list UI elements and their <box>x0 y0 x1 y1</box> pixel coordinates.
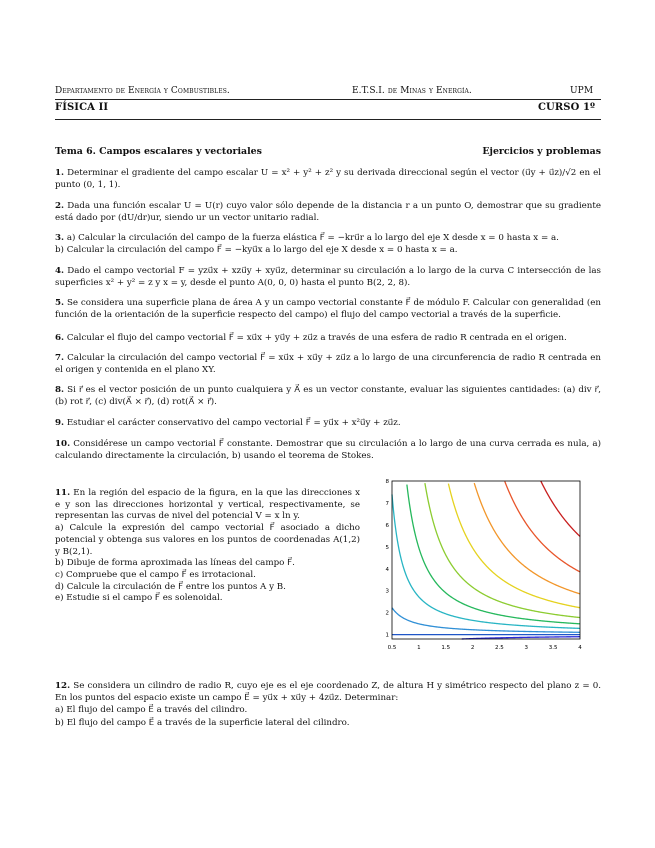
exercise-part-a: a) Calcule la expresión del campo vectorial F⃗ asociado a dicho potencial y obtenga sus valores en los puntos de coordenadas A(1,2) y B(2,1). <box>55 523 360 557</box>
exercise-text: Si r⃗ es el vector posición de un punto cualquiera y A⃗ es un vector constante, evaluar las siguientes cantidades: (a) div r⃗, (b) rot r⃗, (c) div(A⃗ × r⃗), (d) rot(A⃗ × r⃗). <box>55 385 601 408</box>
exercise-number: 1. <box>55 168 65 178</box>
contour-level-5 <box>425 483 580 617</box>
y-tick-label: 4 <box>385 566 389 573</box>
exercise-part-b: b) El flujo del campo E⃗ a través de la superficie lateral del cilindro. <box>55 717 350 728</box>
course-year: CURSO 1º <box>538 102 596 113</box>
exercise-text: Determinar el gradiente del campo escalar U = x² + y² + z² y su derivada direccional según el vector (u⃗y + u⃗z)/√2 en el punto (0, 1, 1). <box>55 168 601 191</box>
y-tick-label: 3 <box>385 588 389 595</box>
exercise-text: Calcular la circulación del campo vectorial F⃗ = xu⃗x + xu⃗y + zu⃗z a lo largo de una circunferencia de radio R centrada en el origen y contenida en el plano XY. <box>55 353 601 376</box>
department-name: Departamento de Energía y Combustibles. <box>55 86 230 96</box>
contour-lines <box>392 481 580 639</box>
y-tick-label: 6 <box>385 522 389 529</box>
exercise-number: 12. <box>55 681 71 691</box>
university-name: UPM <box>570 86 594 96</box>
section-heading <box>55 146 601 157</box>
exercise-intro: En la región del espacio de la figura, en la que las direcciones x e y son las direcciones horizontal y vertical, respectivamente, se representan las curvas de nivel del potencial V = x ln y. <box>55 488 361 522</box>
exercise-3 <box>55 232 601 256</box>
exercise-part-b: b) Dibuje de forma aproximada las líneas del campo F⃗. <box>55 558 295 569</box>
exercise-9 <box>55 417 601 429</box>
y-tick-label: 5 <box>385 544 389 551</box>
exercise-text: Estudiar el carácter conservativo del campo vectorial F⃗ = yu⃗x + x²u⃗y + zu⃗z. <box>66 418 401 428</box>
exercise-number: 5. <box>55 298 65 308</box>
exercise-1 <box>55 167 601 191</box>
contour-plot <box>378 479 584 654</box>
exercise-part-c: c) Compruebe que el campo F⃗ es irrotacional. <box>55 569 256 580</box>
x-tick-label: 2.5 <box>495 645 504 651</box>
exercise-text: Calcular el flujo del campo vectorial F⃗ = xu⃗x + yu⃗y + zu⃗z a través de una esfera de radio R centrada en el origen. <box>66 333 567 343</box>
exercise-number: 2. <box>55 201 65 211</box>
exercise-text: Dado el campo vectorial F = yzu⃗x + xzu⃗y + xyu⃗z, determinar su circulación a lo largo de la curva C intersección de las superficies x² + y² = z y x = y, desde el punto A(0, 0, 0) hasta el punto B(2, 2, 8). <box>55 266 602 289</box>
contour-level-7 <box>474 483 580 594</box>
tema-kind: Ejercicios y problemas <box>482 146 601 157</box>
exercise-text: Considérese un campo vectorial F⃗ constante. Demostrar que su circulación a lo largo de una curva cerrada es nula, a) calculando directamente la circulación, b) usando el teorema de Stokes. <box>55 439 601 462</box>
exercise-number: 8. <box>55 385 65 395</box>
y-tick-label: 7 <box>385 500 389 507</box>
exercise-part-d: d) Calcule la circulación de F⃗ entre los puntos A y B. <box>55 581 286 592</box>
y-ticks <box>386 479 390 639</box>
exercise-number: 3. <box>55 233 65 243</box>
exercise-10 <box>55 438 601 462</box>
exercise-4 <box>55 265 601 289</box>
exercise-number: 9. <box>55 418 65 428</box>
exercise-text: Dada una función escalar U = U(r) cuyo valor sólo depende de la distancia r a un punto O, demostrar que su gradiente está dado por (dU/dr)ur, siendo ur un vector unitario radial. <box>55 201 602 224</box>
exercise-5 <box>55 297 601 321</box>
exercise-part-a: a) El flujo del campo E⃗ a través del cilindro. <box>55 705 248 716</box>
x-tick-label: 0.5 <box>387 645 397 651</box>
x-ticks <box>388 645 583 651</box>
exercise-number: 7. <box>55 353 65 363</box>
contour-level-9 <box>541 481 580 536</box>
exercise-intro: Se considera un cilindro de radio R, cuyo eje es el eje coordenado Z, de altura H y simétrico respecto del plano z = 0. En los puntos del espacio existe un campo E⃗ = yu⃗x + xu⃗y + 4zu⃗z. Determinar: <box>55 681 602 704</box>
exercise-number: 4. <box>55 266 65 276</box>
exercise-number: 10. <box>55 439 71 449</box>
header-rule-bottom <box>55 119 601 120</box>
x-tick-label: 4 <box>578 645 582 651</box>
x-tick-label: 1 <box>417 645 421 651</box>
y-tick-label: 1 <box>385 632 389 639</box>
exercise-text: Se considera una superficie plana de área A y un campo vectorial constante F⃗ de módulo F. Calcular con generalidad (en función de la orientación de la superficie respecto del campo) el flujo del campo vectorial a través de la superficie. <box>55 298 601 321</box>
exercise-number: 6. <box>55 333 65 343</box>
school-name: E.T.S.I. de Minas y Energía. <box>352 86 472 96</box>
y-tick-label: 2 <box>385 610 389 617</box>
exercise-6 <box>55 332 601 344</box>
exercise-7 <box>55 352 601 376</box>
y-tick-label: 8 <box>385 479 389 485</box>
x-tick-label: 3.5 <box>548 645 558 651</box>
plot-frame <box>392 481 580 639</box>
header-rule-top <box>55 99 601 100</box>
exercise-12 <box>55 680 601 729</box>
exercise-2 <box>55 200 601 224</box>
exercise-text-b: b) Calcular la circulación del campo F⃗ = −kyu⃗x a lo largo del eje X desde x = 0 hasta x = a. <box>55 245 458 256</box>
x-tick-label: 1.5 <box>441 645 451 651</box>
exercise-number: 11. <box>55 488 71 498</box>
tema-title: Tema 6. Campos escalares y vectoriales <box>55 146 262 157</box>
exercise-11 <box>55 488 360 605</box>
course-title: FÍSICA II <box>55 102 109 113</box>
exercise-text: a) Calcular la circulación del campo de la fuerza elástica F⃗ = −kru⃗r a lo largo del eje X desde x = 0 hasta x = a. <box>66 233 559 243</box>
x-tick-label: 3 <box>524 645 529 651</box>
exercise-8 <box>55 384 601 408</box>
x-tick-label: 2 <box>470 645 475 651</box>
exercise-part-e: e) Estudie si el campo F⃗ es solenoidal. <box>55 593 223 604</box>
